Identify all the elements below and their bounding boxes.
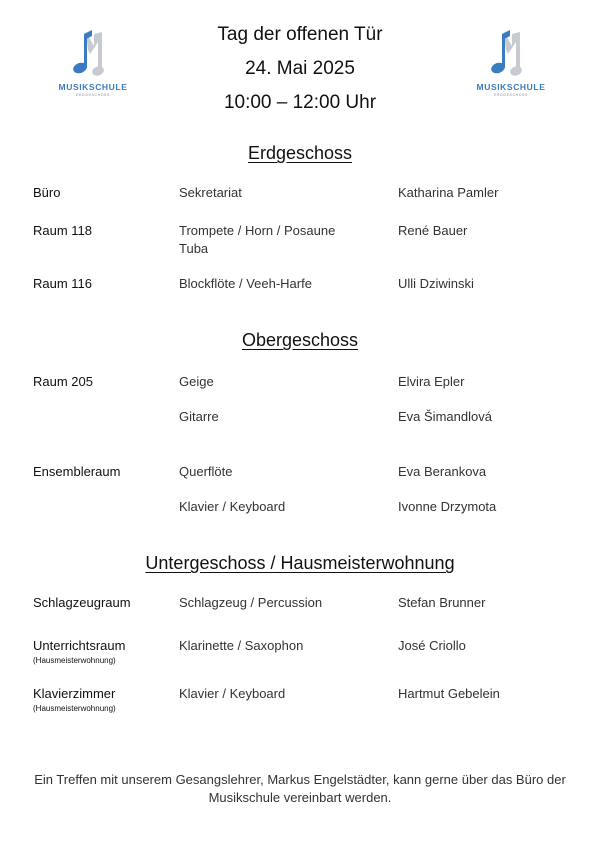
subject-line-2: Tuba <box>179 241 209 256</box>
teacher-label: René Bauer <box>398 223 468 238</box>
section-title-erdgeschoss: Erdgeschoss <box>247 143 353 163</box>
teacher-label: Eva Berankova <box>398 464 487 479</box>
room-note: (Hausmeisterwohnung) <box>33 656 116 665</box>
room-label <box>33 637 125 666</box>
subject-label: Querflöte <box>179 464 233 479</box>
event-time: 10:00 – 12:00 Uhr <box>223 92 377 113</box>
subject-label <box>179 222 335 258</box>
logo-wordmark: MUSIKSCHULE <box>58 82 128 92</box>
event-title: Tag der offenen Tür <box>217 24 383 45</box>
section-title-untergeschoss: Untergeschoss / Hausmeisterwohnung <box>145 553 455 573</box>
room-label: Büro <box>33 185 61 200</box>
teacher-label: Ulli Dziwinski <box>398 276 474 291</box>
subject-label: Gitarre <box>179 409 219 424</box>
section-title-obergeschoss: Obergeschoss <box>241 330 359 350</box>
room-label: Ensembleraum <box>33 464 121 479</box>
teacher-label: Ivonne Drzymota <box>398 499 497 514</box>
subject-label: Geige <box>179 374 214 389</box>
subject-label: Schlagzeug / Percussion <box>179 595 323 610</box>
room-label: Raum 205 <box>33 374 93 389</box>
room-label: Raum 116 <box>33 276 93 291</box>
subject-label: Klavier / Keyboard <box>179 686 286 701</box>
teacher-label: José Criollo <box>398 638 466 653</box>
footer-line-1: Ein Treffen mit unserem Gesangslehrer, Markus Engelstädter, kann gerne über das Büro der <box>34 772 566 787</box>
teacher-label: Katharina Pamler <box>398 185 499 200</box>
teacher-label: Hartmut Gebelein <box>398 686 500 701</box>
logo-tagline: ERDGESCHOSS <box>76 93 110 97</box>
music-note-logo-icon <box>486 28 536 80</box>
room-label: Schlagzeugraum <box>33 595 131 610</box>
subject-line-1: Trompete / Horn / Posaune <box>179 223 336 238</box>
room-label: Raum 118 <box>33 223 93 238</box>
room-label <box>33 685 116 714</box>
event-header <box>150 18 450 120</box>
room-name: Unterrichtsraum <box>33 638 126 653</box>
logo-tagline: ERDGESCHOSS <box>494 93 528 97</box>
footer-note <box>20 771 580 807</box>
subject-label: Klavier / Keyboard <box>179 499 286 514</box>
logo-right <box>466 28 556 108</box>
event-date: 24. Mai 2025 <box>245 58 355 79</box>
footer-line-2: Musikschule vereinbart werden. <box>208 790 392 805</box>
music-note-logo-icon <box>68 28 118 80</box>
subject-label: Klarinette / Saxophon <box>179 638 304 653</box>
room-name: Klavierzimmer <box>33 686 116 701</box>
logo-wordmark: MUSIKSCHULE <box>476 82 546 92</box>
room-note: (Hausmeisterwohnung) <box>33 704 116 713</box>
subject-label: Sekretariat <box>179 185 242 200</box>
teacher-label: Eva Šimandlová <box>398 409 492 424</box>
subject-label: Blockflöte / Veeh-Harfe <box>179 276 312 291</box>
teacher-label: Stefan Brunner <box>398 595 486 610</box>
logo-left <box>48 28 138 108</box>
teacher-label: Elvira Epler <box>398 374 465 389</box>
